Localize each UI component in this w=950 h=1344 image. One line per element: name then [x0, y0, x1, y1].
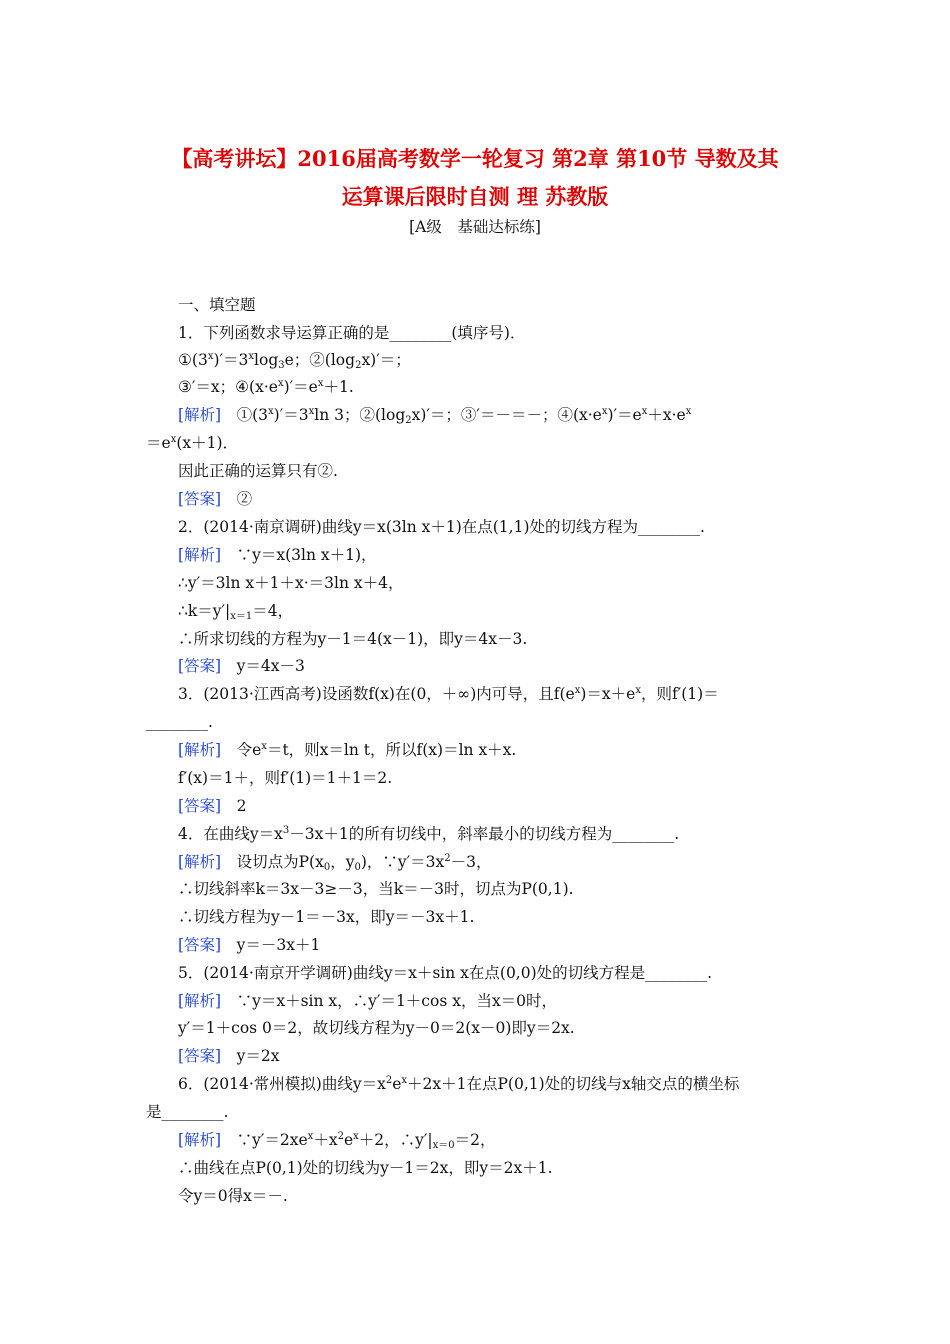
text-run: e — [392, 1075, 402, 1093]
text-run: ∴所求切线的方程为y－1＝4(x－1)，即y＝4x－3. — [178, 630, 528, 648]
text-run: ________. — [146, 713, 213, 731]
text-run: y＝2x — [221, 1047, 280, 1065]
text-line — [178, 294, 256, 316]
text-run: －3x＋1的所有切线中，斜率最小的切线方程为________. — [289, 825, 680, 843]
text-run: ①(3 — [221, 406, 269, 424]
text-line — [178, 655, 305, 677]
text-run: 3．(2013·江西高考)设函数f(x)在(0，＋∞)内可导，且f(e — [178, 685, 575, 703]
subscript: x＝1 — [230, 611, 253, 622]
text-run: 一、填空题 — [178, 296, 256, 314]
superscript: x — [574, 685, 581, 696]
text-run: ② — [221, 490, 253, 508]
superscript: x — [641, 406, 648, 417]
superscript: x — [207, 351, 214, 362]
text-run: )＝x＋e — [580, 685, 636, 703]
text-line — [178, 460, 338, 482]
text-line — [178, 544, 377, 566]
text-run: ，y — [330, 853, 355, 871]
subscript: 2 — [355, 360, 362, 371]
text-run: e；②(log — [284, 351, 356, 369]
subscript: 0 — [323, 862, 331, 873]
text-run: )′＝3 — [273, 406, 309, 424]
analysis-label: [解析] — [178, 406, 222, 424]
text-run: ∵y＝x(3ln x＋1)， — [221, 546, 377, 564]
text-line — [178, 795, 246, 817]
text-run: y＝4x－3 — [221, 657, 305, 675]
text-line — [178, 349, 411, 371]
text-run: ＋x — [313, 1131, 338, 1149]
text-line — [178, 906, 474, 928]
answer-label: [答案] — [178, 490, 222, 508]
analysis-label: [解析] — [178, 1131, 222, 1149]
subscript: x＝0 — [432, 1140, 455, 1151]
text-line — [178, 488, 252, 510]
superscript: x — [268, 406, 274, 417]
text-line — [178, 990, 557, 1012]
text-run: 1．下列函数求导运算正确的是________(填序号)． — [178, 324, 526, 342]
superscript: x — [277, 378, 284, 389]
subscript: 2 — [405, 415, 412, 426]
answer-label: [答案] — [178, 936, 222, 954]
text-run: ＝t，则x＝ln t，所以f(x)＝ln x＋x. — [266, 741, 517, 759]
answer-label: [答案] — [178, 1047, 222, 1065]
text-run: ln 3；②(log — [314, 406, 406, 424]
text-run: ＋x·e — [647, 406, 686, 424]
text-run: 因此正确的运算只有②. — [178, 462, 338, 480]
answer-label: [答案] — [178, 797, 222, 815]
text-line — [178, 1073, 739, 1095]
superscript: x — [317, 378, 324, 389]
text-line — [178, 823, 679, 845]
text-run: ∴k＝y′| — [178, 602, 231, 620]
text-run: ＋2x＋1在点P(0,1)处的切线与x轴交点的横坐标 — [407, 1075, 740, 1093]
text-line — [178, 878, 574, 900]
text-run: 令y＝0得x＝－. — [178, 1187, 288, 1205]
text-line — [178, 1045, 279, 1067]
text-run: log — [254, 351, 279, 369]
analysis-label: [解析] — [178, 546, 222, 564]
text-run: x)′＝；③′＝－＝－；④(x·e — [411, 406, 602, 424]
text-line — [178, 628, 527, 650]
superscript: x — [401, 1075, 408, 1086]
text-line — [178, 1185, 288, 1207]
text-run: x)′＝； — [361, 351, 411, 369]
analysis-label: [解析] — [178, 992, 222, 1010]
superscript: x — [248, 351, 255, 362]
text-run: 设切点为P(x — [221, 853, 324, 871]
text-run: ＝4， — [252, 602, 294, 620]
superscript: x — [170, 434, 177, 445]
superscript: 2 — [444, 853, 451, 864]
text-run: ∵y＝x＋sin x，∴y′＝1＋cos x，当x＝0时， — [221, 992, 558, 1010]
text-run: 4．在曲线y＝x — [178, 825, 283, 843]
superscript: x — [307, 1131, 314, 1142]
text-run: )′＝e — [607, 406, 642, 424]
superscript: x — [601, 406, 608, 417]
text-run: )′＝3 — [213, 351, 249, 369]
text-run: ∴y′＝3ln x＋1＋x·＝3ln x＋4， — [178, 574, 404, 592]
superscript: x — [685, 406, 692, 417]
text-line — [178, 376, 354, 398]
text-line — [178, 739, 516, 761]
text-line — [178, 572, 403, 594]
superscript: 2 — [385, 1075, 393, 1086]
subscript: 0 — [354, 862, 361, 873]
text-line — [178, 1129, 496, 1151]
text-run: ＋2，∴y′| — [358, 1131, 433, 1149]
text-run: 6．(2014·常州模拟)曲线y＝x — [178, 1075, 386, 1093]
superscript: 2 — [337, 1131, 344, 1142]
text-line — [146, 711, 213, 733]
superscript: 3 — [282, 825, 290, 836]
text-line — [146, 432, 238, 454]
text-run: e — [343, 1131, 354, 1149]
document-title-line-2: 运算课后限时自测 理 苏教版 — [341, 184, 609, 209]
text-line — [178, 851, 492, 873]
text-run: ①(3 — [178, 351, 208, 369]
text-line — [178, 767, 392, 789]
answer-label: [答案] — [178, 657, 222, 675]
superscript: x — [635, 685, 641, 696]
text-line — [146, 1101, 228, 1123]
text-run: ∵y′＝2xe — [221, 1131, 308, 1149]
text-run: y′＝1＋cos 0＝2，故切线方程为y－0＝2(x－0)即y＝2x. — [178, 1019, 575, 1037]
superscript: x — [261, 741, 267, 752]
text-run: f′(x)＝1＋，则f′(1)＝1＋1＝2. — [178, 769, 393, 787]
analysis-label: [解析] — [178, 741, 222, 759]
text-run: ＝2， — [454, 1131, 496, 1149]
superscript: x — [353, 1131, 359, 1142]
text-run: ＋1. — [323, 378, 354, 396]
text-run: (x＋1)． — [176, 434, 239, 452]
level-label: [A级 基础达标练] — [409, 218, 541, 236]
text-run: ③′＝x；④(x·e — [178, 378, 278, 396]
text-line — [178, 1017, 575, 1039]
text-line — [178, 322, 525, 344]
text-run: y＝－3x＋1 — [221, 936, 321, 954]
text-line — [178, 600, 293, 622]
text-run: )′＝e — [283, 378, 318, 396]
text-run: 2．(2014·南京调研)曲线y＝x(3ln x＋1)在点(1,1)处的切线方程为________. — [178, 518, 705, 536]
text-run: 令e — [221, 741, 262, 759]
text-line — [178, 404, 691, 426]
text-run: ∴曲线在点P(0,1)处的切线为y－1＝2x，即y＝2x＋1. — [178, 1159, 553, 1177]
text-run: 5．(2014·南京开学调研)曲线y＝x＋sin x在点(0,0)处的切线方程是________. — [178, 964, 713, 982]
document-title-line-1: 【高考讲坛】2016届高考数学一轮复习 第2章 第10节 导数及其 — [171, 146, 779, 171]
text-line — [178, 683, 719, 705]
text-run: )，∵y′＝3x — [360, 853, 445, 871]
text-run: ＝e — [146, 434, 171, 452]
subscript: 3 — [278, 360, 285, 371]
text-run: ，则f′(1)＝ — [640, 685, 719, 703]
superscript: x — [308, 406, 315, 417]
text-run: 是________. — [146, 1103, 229, 1121]
text-run: ∴切线斜率k＝3x－3≥－3，当k＝－3时，切点为P(0,1). — [178, 880, 574, 898]
text-line — [178, 934, 320, 956]
analysis-label: [解析] — [178, 853, 222, 871]
text-line — [178, 962, 712, 984]
text-run: －3， — [450, 853, 492, 871]
text-run: ∴切线方程为y－1＝－3x，即y＝－3x＋1. — [178, 908, 475, 926]
text-run: 2 — [221, 797, 247, 815]
text-line — [178, 1157, 553, 1179]
text-line — [178, 516, 705, 538]
